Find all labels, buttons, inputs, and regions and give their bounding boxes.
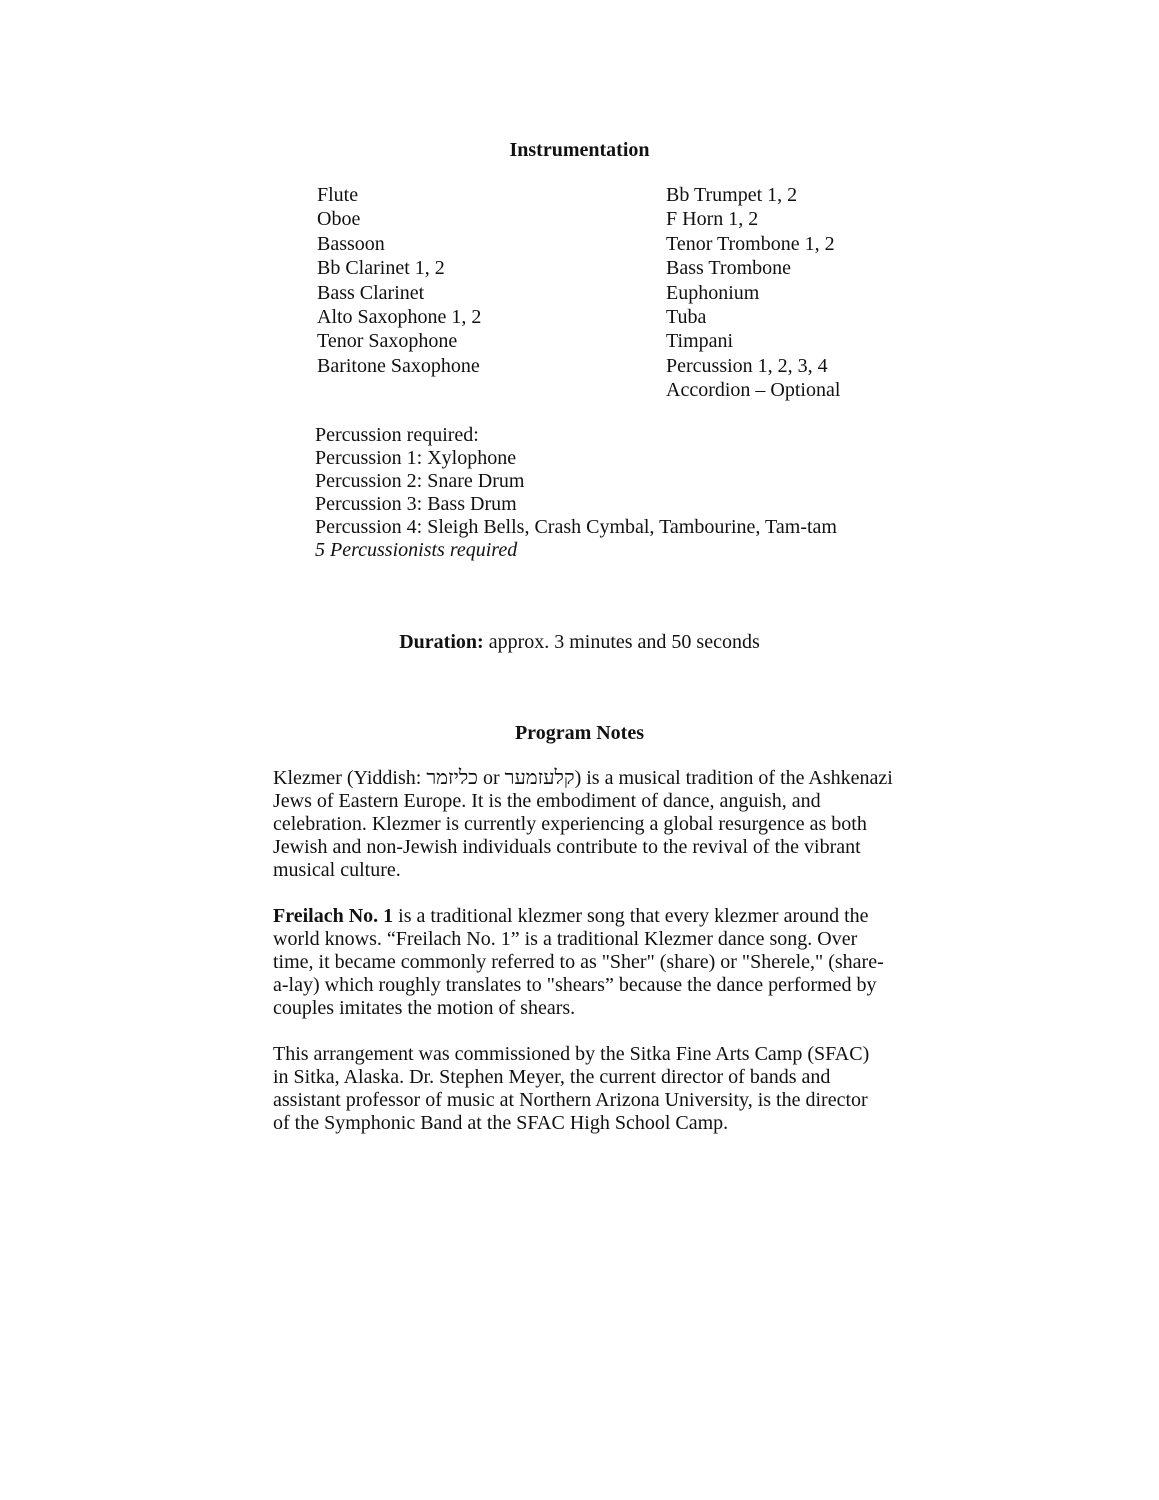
instrument-item: F Horn 1, 2	[666, 208, 759, 231]
program-notes-title: Program Notes	[514, 722, 645, 744]
duration-label: Duration:	[399, 631, 484, 653]
instrument-item: Bass Trombone	[666, 257, 792, 280]
paragraph-line: in Sitka, Alaska. Dr. Stephen Meyer, the current director of bands and	[273, 1066, 831, 1088]
instrument-item: Flute	[317, 184, 359, 206]
paragraph-line: couples imitates the motion of shears.	[273, 997, 576, 1019]
instrument-item: Tenor Saxophone	[317, 330, 458, 353]
paragraph-line: time, it became commonly referred to as "Sher" (share) or "Sherele," (share-	[273, 951, 884, 973]
paragraph-line	[273, 905, 893, 928]
program-notes-paragraph-1	[273, 767, 893, 882]
paragraph-line: of the Symphonic Band at the SFAC High School Camp.	[273, 1112, 729, 1134]
percussionist-count-note: 5 Percussionists required	[315, 539, 518, 561]
paragraph-text: is a traditional klezmer song that every klezmer around the	[393, 905, 869, 927]
instrument-item: Oboe	[317, 208, 361, 231]
paragraph-line: musical culture.	[273, 859, 401, 881]
paragraph-line: Klezmer (Yiddish: כליזמר or קלעזמער) is a musical tradition of the Ashkenazi	[273, 767, 893, 789]
program-notes-paragraph-2	[273, 905, 893, 1020]
percussion-item: Percussion 1: Xylophone	[315, 447, 517, 469]
instrument-list-left	[317, 183, 481, 378]
instrument-item: Tenor Trombone 1, 2	[666, 232, 835, 255]
percussion-heading: Percussion required:	[315, 424, 479, 446]
paragraph-line: assistant professor of music at Northern Arizona University, is the director	[273, 1089, 868, 1111]
paragraph-line: a-lay) which roughly translates to "shears” because the dance performed by	[273, 974, 877, 996]
instrument-item: Percussion 1, 2, 3, 4	[666, 354, 828, 377]
instrument-item: Bb Clarinet 1, 2	[317, 257, 445, 280]
instrument-item: Tuba	[666, 305, 707, 328]
instrument-item: Euphonium	[666, 281, 760, 304]
paragraph-line: This arrangement was commissioned by the Sitka Fine Arts Camp (SFAC)	[273, 1043, 870, 1065]
program-notes-paragraph-3	[273, 1043, 893, 1135]
instrument-item: Bb Trumpet 1, 2	[666, 184, 798, 206]
duration-value: approx. 3 minutes and 50 seconds	[488, 631, 760, 653]
instrument-item: Timpani	[666, 330, 734, 353]
duration-line	[0, 630, 1159, 654]
percussion-item: Percussion 4: Sleigh Bells, Crash Cymbal, Tambourine, Tam-tam	[315, 516, 837, 538]
instrument-item: Accordion – Optional	[666, 379, 841, 402]
instrument-item: Bass Clarinet	[317, 281, 425, 304]
percussion-item: Percussion 2: Snare Drum	[315, 470, 525, 492]
paragraph-line: world knows. “Freilach No. 1” is a traditional Klezmer dance song. Over	[273, 928, 858, 950]
piece-title: Freilach No. 1	[273, 905, 394, 927]
paragraph-line: celebration. Klezmer is currently experiencing a global resurgence as both	[273, 813, 867, 835]
paragraph-line: Jewish and non-Jewish individuals contribute to the revival of the vibrant	[273, 836, 861, 858]
instrument-item: Baritone Saxophone	[317, 354, 480, 377]
instrument-list-right	[666, 183, 840, 403]
paragraph-line: Jews of Eastern Europe. It is the embodiment of dance, anguish, and	[273, 790, 821, 812]
percussion-requirements	[315, 424, 837, 562]
percussion-item: Percussion 3: Bass Drum	[315, 493, 517, 515]
instrument-item: Bassoon	[317, 232, 385, 255]
instrument-item: Alto Saxophone 1, 2	[317, 305, 482, 328]
instrumentation-title: Instrumentation	[509, 139, 650, 161]
